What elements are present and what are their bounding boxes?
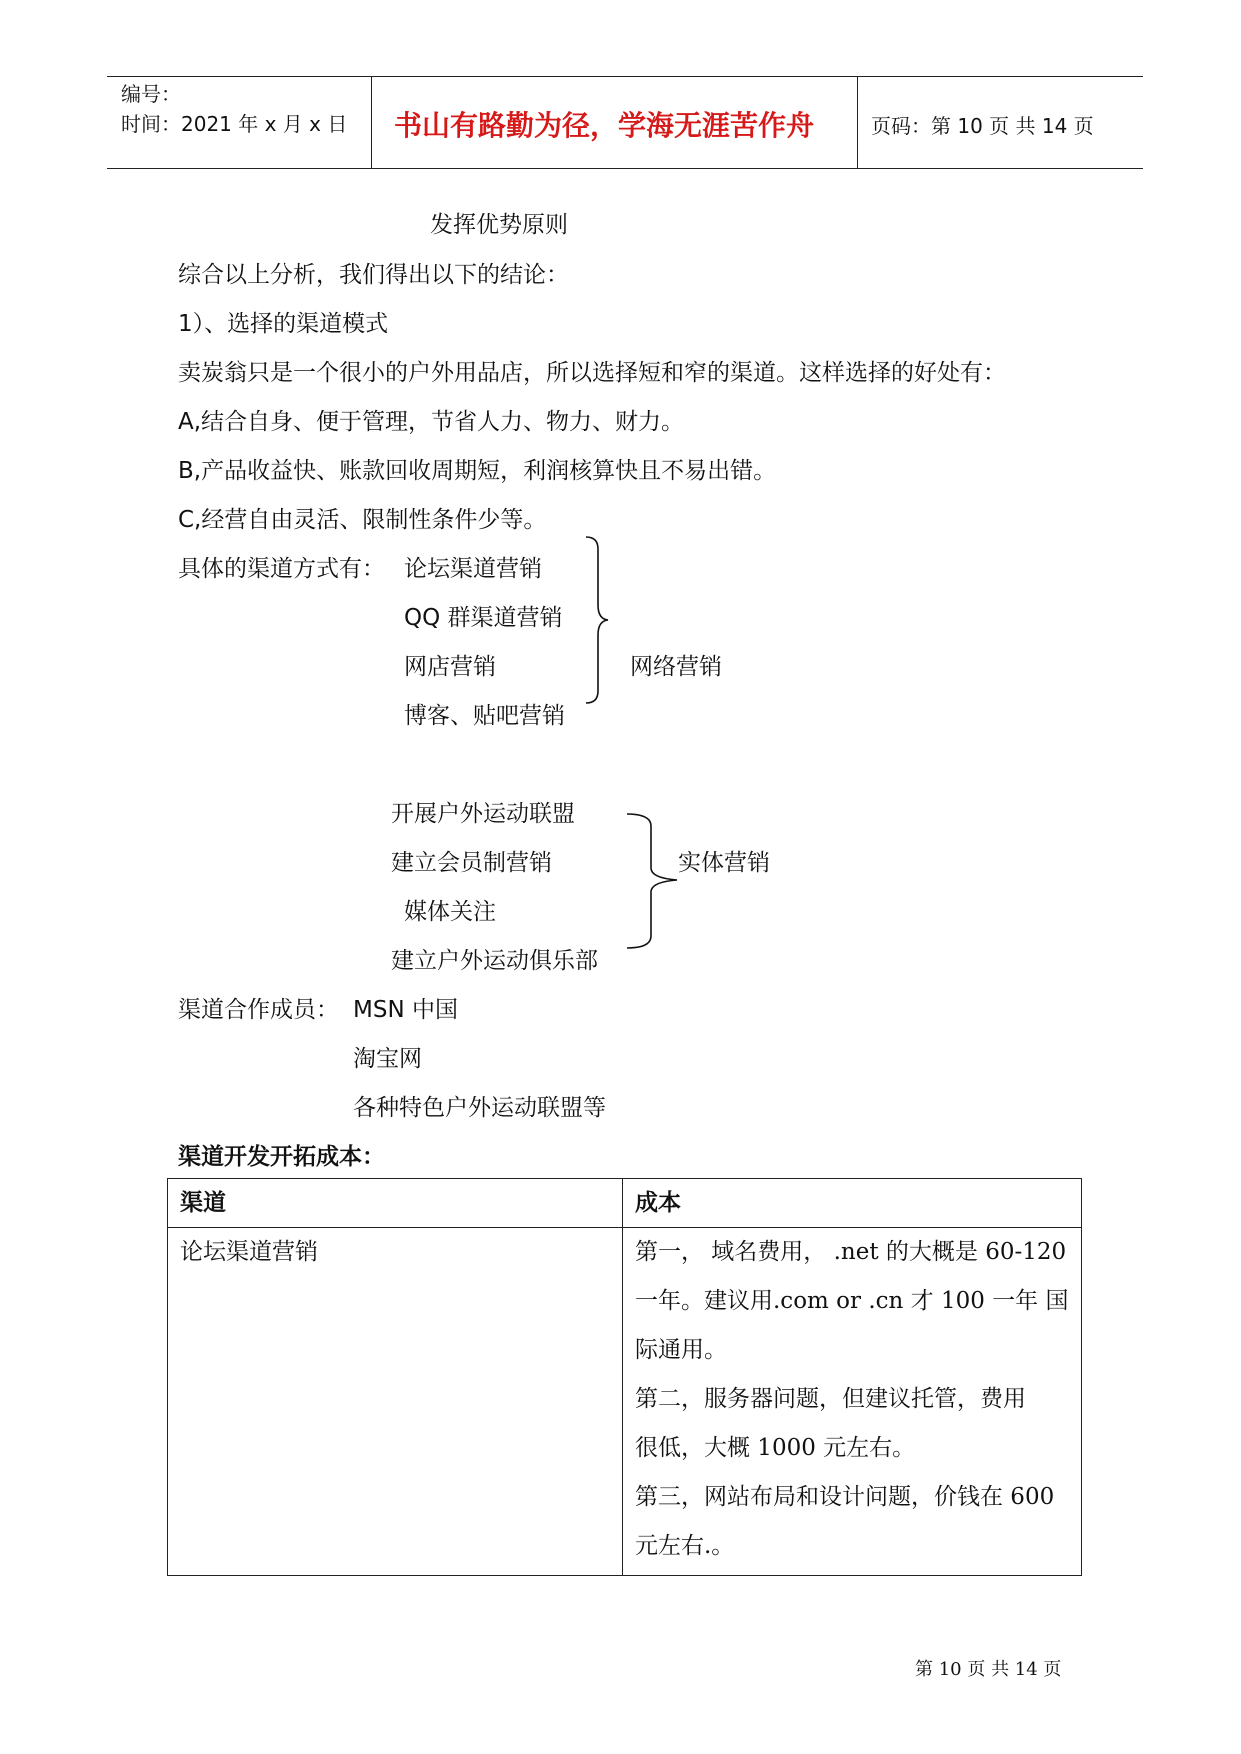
header-cost: 成本: [623, 1179, 1082, 1228]
mode-line: 1）、选择的渠道模式: [178, 311, 389, 337]
benefit-a: A,结合自身、便于管理，节省人力、物力、财力。: [178, 409, 685, 435]
online-brace: [582, 535, 612, 705]
channel-name: 论坛渠道营销: [180, 1239, 318, 1265]
conclusion-line: 综合以上分析，我们得出以下的结论：: [178, 262, 569, 288]
header-top-rule: [107, 76, 1143, 77]
time-label: 时间：2021 年 x 月 x 日: [121, 112, 348, 136]
channel-cell: [168, 1228, 623, 1576]
offline-group-label: 实体营销: [678, 850, 770, 876]
store-line: 卖炭翁只是一个很小的户外用品店，所以选择短和窄的渠道。这样选择的好处有：: [178, 360, 1006, 386]
cost-line: 元左右.。: [635, 1533, 735, 1559]
benefit-b: B,产品收益快、账款回收周期短，利润核算快且不易出错。: [178, 458, 777, 484]
offline-item: 建立会员制营销: [391, 850, 552, 876]
partners-label: 渠道合作成员：: [178, 997, 339, 1023]
cost-table: [167, 1178, 1082, 1576]
table-header-row: [168, 1179, 1082, 1228]
benefit-c: C,经营自由灵活、限制性条件少等。: [178, 507, 547, 533]
offline-item: 开展户外运动联盟: [391, 801, 575, 827]
page-label: 页码：第 10 页 共 14 页: [871, 114, 1094, 138]
serial-label: 编号：: [121, 82, 181, 106]
online-group-label: 网络营销: [630, 654, 722, 680]
footer-page-number: 第 10 页 共 14 页: [915, 1659, 1062, 1680]
cost-heading: 渠道开发开拓成本：: [178, 1144, 385, 1170]
online-item: 论坛渠道营销: [404, 556, 542, 582]
cost-line: 很低，大概 1000 元左右。: [635, 1435, 916, 1461]
partner-item: MSN 中国: [353, 997, 458, 1023]
cost-line: 第三，网站布局和设计问题，价钱在 600: [635, 1484, 1055, 1510]
online-item: 博客、贴吧营销: [404, 703, 565, 729]
partner-item: 各种特色户外运动联盟等: [353, 1095, 606, 1121]
cost-line: 第一， 域名费用， .net 的大概是 60-120: [635, 1239, 1067, 1265]
header-channel: 渠道: [168, 1179, 623, 1228]
offline-brace: [625, 812, 681, 950]
offline-item: 媒体关注: [404, 899, 496, 925]
header-banner: 书山有路勤为径，学海无涯苦作舟: [394, 109, 815, 142]
cost-cell: [623, 1228, 1082, 1576]
header-divider-left: [371, 76, 372, 168]
header-bottom-rule: [107, 168, 1143, 169]
online-item: QQ 群渠道营销: [404, 605, 563, 631]
header-divider-right: [857, 76, 858, 168]
partner-item: 淘宝网: [353, 1046, 422, 1072]
cost-line: 际通用。: [635, 1337, 727, 1363]
offline-item: 建立户外运动俱乐部: [391, 948, 598, 974]
cost-line: 一年。建议用.com or .cn 才 100 一年 国: [635, 1288, 1069, 1314]
cost-line: 第二，服务器问题，但建议托管，费用: [635, 1386, 1026, 1412]
channels-intro: 具体的渠道方式有：: [178, 556, 385, 582]
table-row: [168, 1228, 1082, 1576]
online-item: 网店营销: [404, 654, 496, 680]
principle-line: 发挥优势原则: [430, 212, 568, 238]
